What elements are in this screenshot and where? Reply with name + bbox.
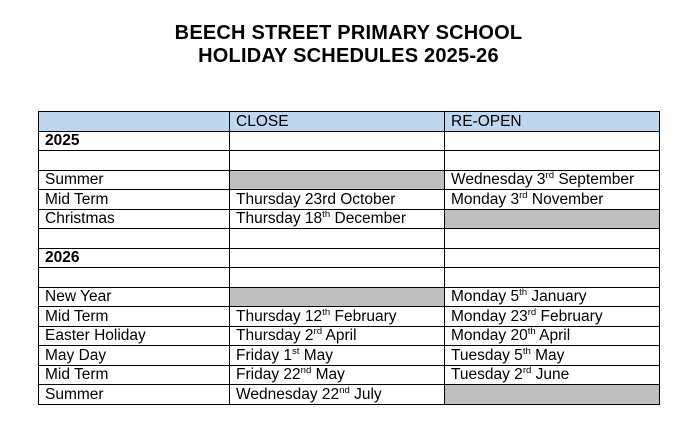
reopen-column-header: RE-OPEN: [445, 112, 660, 132]
table-row: [39, 248, 660, 268]
reopen-date-cell: [445, 209, 660, 229]
reopen-date-cell: Monday 20th April: [445, 326, 660, 346]
table-row: [39, 365, 660, 385]
ordinal-superscript: th: [522, 345, 531, 357]
holiday-name-cell: Summer: [39, 170, 230, 190]
ordinal-superscript: st: [292, 345, 300, 357]
ordinal-superscript: th: [322, 306, 331, 318]
table-row: [39, 190, 660, 210]
close-date-cell: [230, 131, 445, 151]
holiday-name-cell: Mid Term: [39, 190, 230, 210]
holiday-name-cell: [39, 229, 230, 249]
close-date-cell: Friday 22nd May: [230, 365, 445, 385]
holiday-name-cell: Easter Holiday: [39, 326, 230, 346]
reopen-date-cell: [445, 248, 660, 268]
close-date-cell: [230, 268, 445, 288]
close-date-cell: [230, 170, 445, 190]
holiday-name-column-header: [39, 112, 230, 132]
holiday-table-body: [39, 131, 660, 404]
table-header-row: [39, 112, 660, 132]
reopen-date-cell: Monday 5th January: [445, 287, 660, 307]
ordinal-superscript: th: [519, 287, 528, 299]
close-date-cell: Thursday 2rd April: [230, 326, 445, 346]
table-row: [39, 346, 660, 366]
holiday-name-cell: 2026: [39, 248, 230, 268]
reopen-date-cell: Tuesday 5th May: [445, 346, 660, 366]
close-date-cell: Thursday 23rd October: [230, 190, 445, 210]
table-row: [39, 151, 660, 171]
reopen-date-cell: Monday 23rd February: [445, 307, 660, 327]
holiday-name-cell: 2025: [39, 131, 230, 151]
table-row: [39, 209, 660, 229]
reopen-date-cell: [445, 268, 660, 288]
holiday-name-cell: May Day: [39, 346, 230, 366]
document-title-line1: BEECH STREET PRIMARY SCHOOL: [174, 22, 523, 44]
ordinal-superscript: th: [527, 326, 536, 338]
reopen-date-cell: Tuesday 2rd June: [445, 365, 660, 385]
holiday-name-cell: [39, 151, 230, 171]
table-row: [39, 307, 660, 327]
table-row: [39, 131, 660, 151]
holiday-name-cell: New Year: [39, 287, 230, 307]
close-date-cell: Thursday 18th December: [230, 209, 445, 229]
ordinal-superscript: rd: [519, 189, 528, 201]
table-row: [39, 385, 660, 405]
holiday-name-cell: Christmas: [39, 209, 230, 229]
table-row: [39, 326, 660, 346]
reopen-date-cell: [445, 229, 660, 249]
close-date-cell: Wednesday 22nd July: [230, 385, 445, 405]
reopen-date-cell: [445, 151, 660, 171]
ordinal-superscript: rd: [545, 170, 555, 182]
holiday-name-cell: Summer: [39, 385, 230, 405]
table-row: [39, 170, 660, 190]
close-date-cell: Friday 1st May: [230, 346, 445, 366]
close-column-header: CLOSE: [230, 112, 445, 132]
reopen-date-cell: [445, 131, 660, 151]
close-date-cell: Thursday 12th February: [230, 307, 445, 327]
close-date-cell: [230, 248, 445, 268]
ordinal-superscript: rd: [527, 306, 537, 318]
close-date-cell: [230, 229, 445, 249]
table-row: [39, 268, 660, 288]
holiday-name-cell: Mid Term: [39, 307, 230, 327]
document-title-line2: HOLIDAY SCHEDULES 2025-26: [198, 45, 499, 67]
ordinal-superscript: nd: [300, 365, 312, 377]
holiday-name-cell: [39, 268, 230, 288]
table-row: [39, 287, 660, 307]
ordinal-superscript: nd: [339, 384, 350, 396]
holiday-name-cell: Mid Term: [39, 365, 230, 385]
ordinal-superscript: rd: [313, 326, 323, 338]
holiday-schedule-table: [38, 111, 660, 405]
ordinal-superscript: rd: [522, 365, 532, 377]
close-date-cell: [230, 151, 445, 171]
close-date-cell: [230, 287, 445, 307]
document-title: [38, 22, 659, 68]
ordinal-superscript: th: [322, 209, 331, 221]
table-row: [39, 229, 660, 249]
reopen-date-cell: [445, 385, 660, 405]
reopen-date-cell: Wednesday 3rd September: [445, 170, 660, 190]
reopen-date-cell: Monday 3rd November: [445, 190, 660, 210]
